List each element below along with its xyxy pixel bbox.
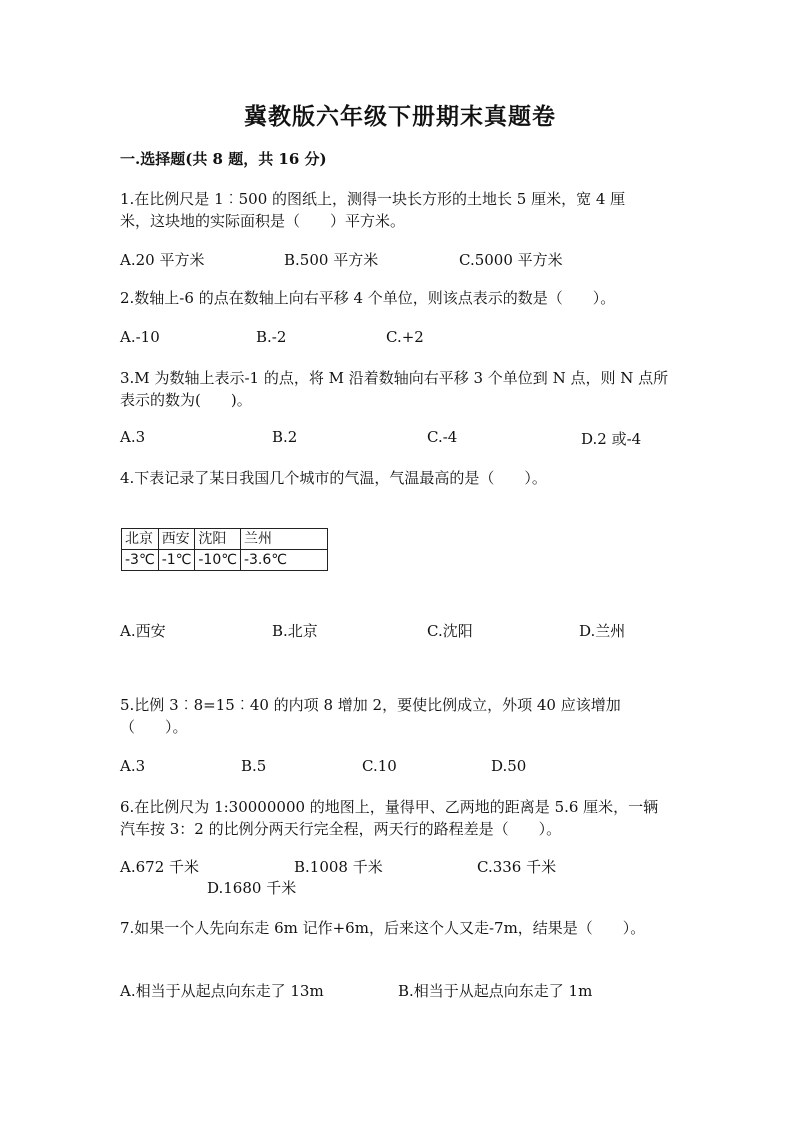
q3-option-a: A.3 [120,428,146,446]
question-7 [120,917,680,939]
q5-option-d: D.50 [491,757,527,775]
question-5-line-2: （ ）。 [120,718,188,736]
q2-option-a: A.-10 [120,328,160,346]
table-cell-temp: -3℃ [122,550,159,571]
q7-option-b: B.相当于从起点向东走了 1m [398,982,593,1000]
q6-option-b: B.1008 千米 [294,858,383,876]
q2-option-c: C.+2 [386,328,424,346]
q4-option-c: C.沈阳 [427,622,473,640]
question-6-line-1: 6.在比例尺为 1:30000000 的地图上，量得甲、乙两地的距离是 5.6 厘米，一辆 [120,798,659,816]
q4-option-a: A.西安 [120,622,166,640]
q1-option-c: C.5000 平方米 [459,251,563,269]
q3-option-c: C.-4 [427,428,458,446]
question-2 [120,287,680,309]
q6-option-d: D.1680 千米 [207,879,297,897]
question-3 [120,367,680,411]
q4-option-d: D.兰州 [579,622,626,640]
q4-option-b: B.北京 [272,622,318,640]
q5-option-b: B.5 [241,757,267,775]
question-3-line-1: 3.M 为数轴上表示-1 的点，将 M 沿着数轴向右平移 3 个单位到 N 点，则 N 点所 [120,369,669,387]
question-2-line-1: 2.数轴上-6 的点在数轴上向右平移 4 个单位，则该点表示的数是（ ）。 [120,289,616,307]
table-cell-city: 兰州 [240,529,327,550]
table-cell-city: 沈阳 [195,529,241,550]
question-1-line-1: 1.在比例尺是 1︰500 的图纸上，测得一块长方形的土地长 5 厘米，宽 4 厘 [120,190,626,208]
exam-title: 冀教版六年级下册期末真题卷 [244,103,556,130]
table-row-temps [122,550,328,571]
q7-option-a: A.相当于从起点向东走了 13m [120,982,324,1000]
table-cell-city: 北京 [122,529,159,550]
table-cell-city: 西安 [158,529,195,550]
question-6 [120,796,680,840]
q6-option-c: C.336 千米 [477,858,557,876]
section-heading: 一.选择题(共 8 题，共 16 分) [120,150,327,168]
question-4 [120,467,680,489]
q3-option-b: B.2 [272,428,298,446]
question-5-line-1: 5.比例 3︰8=15︰40 的内项 8 增加 2，要使比例成立，外项 40 应该增加 [120,696,621,714]
table-cell-temp: -3.6℃ [240,550,327,571]
question-1 [120,188,680,232]
question-1-line-2: 米，这块地的实际面积是（ ）平方米。 [120,212,406,230]
table-cell-temp: -1℃ [158,550,195,571]
question-5 [120,694,680,738]
table-row-cities [122,529,328,550]
question-3-line-2: 表示的数为( )。 [120,391,252,409]
q6-option-a: A.672 千米 [120,858,199,876]
table-cell-temp: -10℃ [195,550,241,571]
q2-option-b: B.-2 [256,328,287,346]
q1-option-b: B.500 平方米 [284,251,379,269]
temperature-table [121,528,328,571]
q3-option-d: D.2 或-4 [581,430,642,448]
q5-option-c: C.10 [362,757,397,775]
question-4-line-1: 4.下表记录了某日我国几个城市的气温，气温最高的是（ ）。 [120,469,547,487]
q5-option-a: A.3 [120,757,146,775]
question-6-line-2: 汽车按 3：2 的比例分两天行完全程，两天行的路程差是（ ）。 [120,820,562,838]
q1-option-a: A.20 平方米 [120,251,205,269]
question-7-line-1: 7.如果一个人先向东走 6m 记作+6m，后来这个人又走-7m，结果是（ ）。 [120,919,646,937]
